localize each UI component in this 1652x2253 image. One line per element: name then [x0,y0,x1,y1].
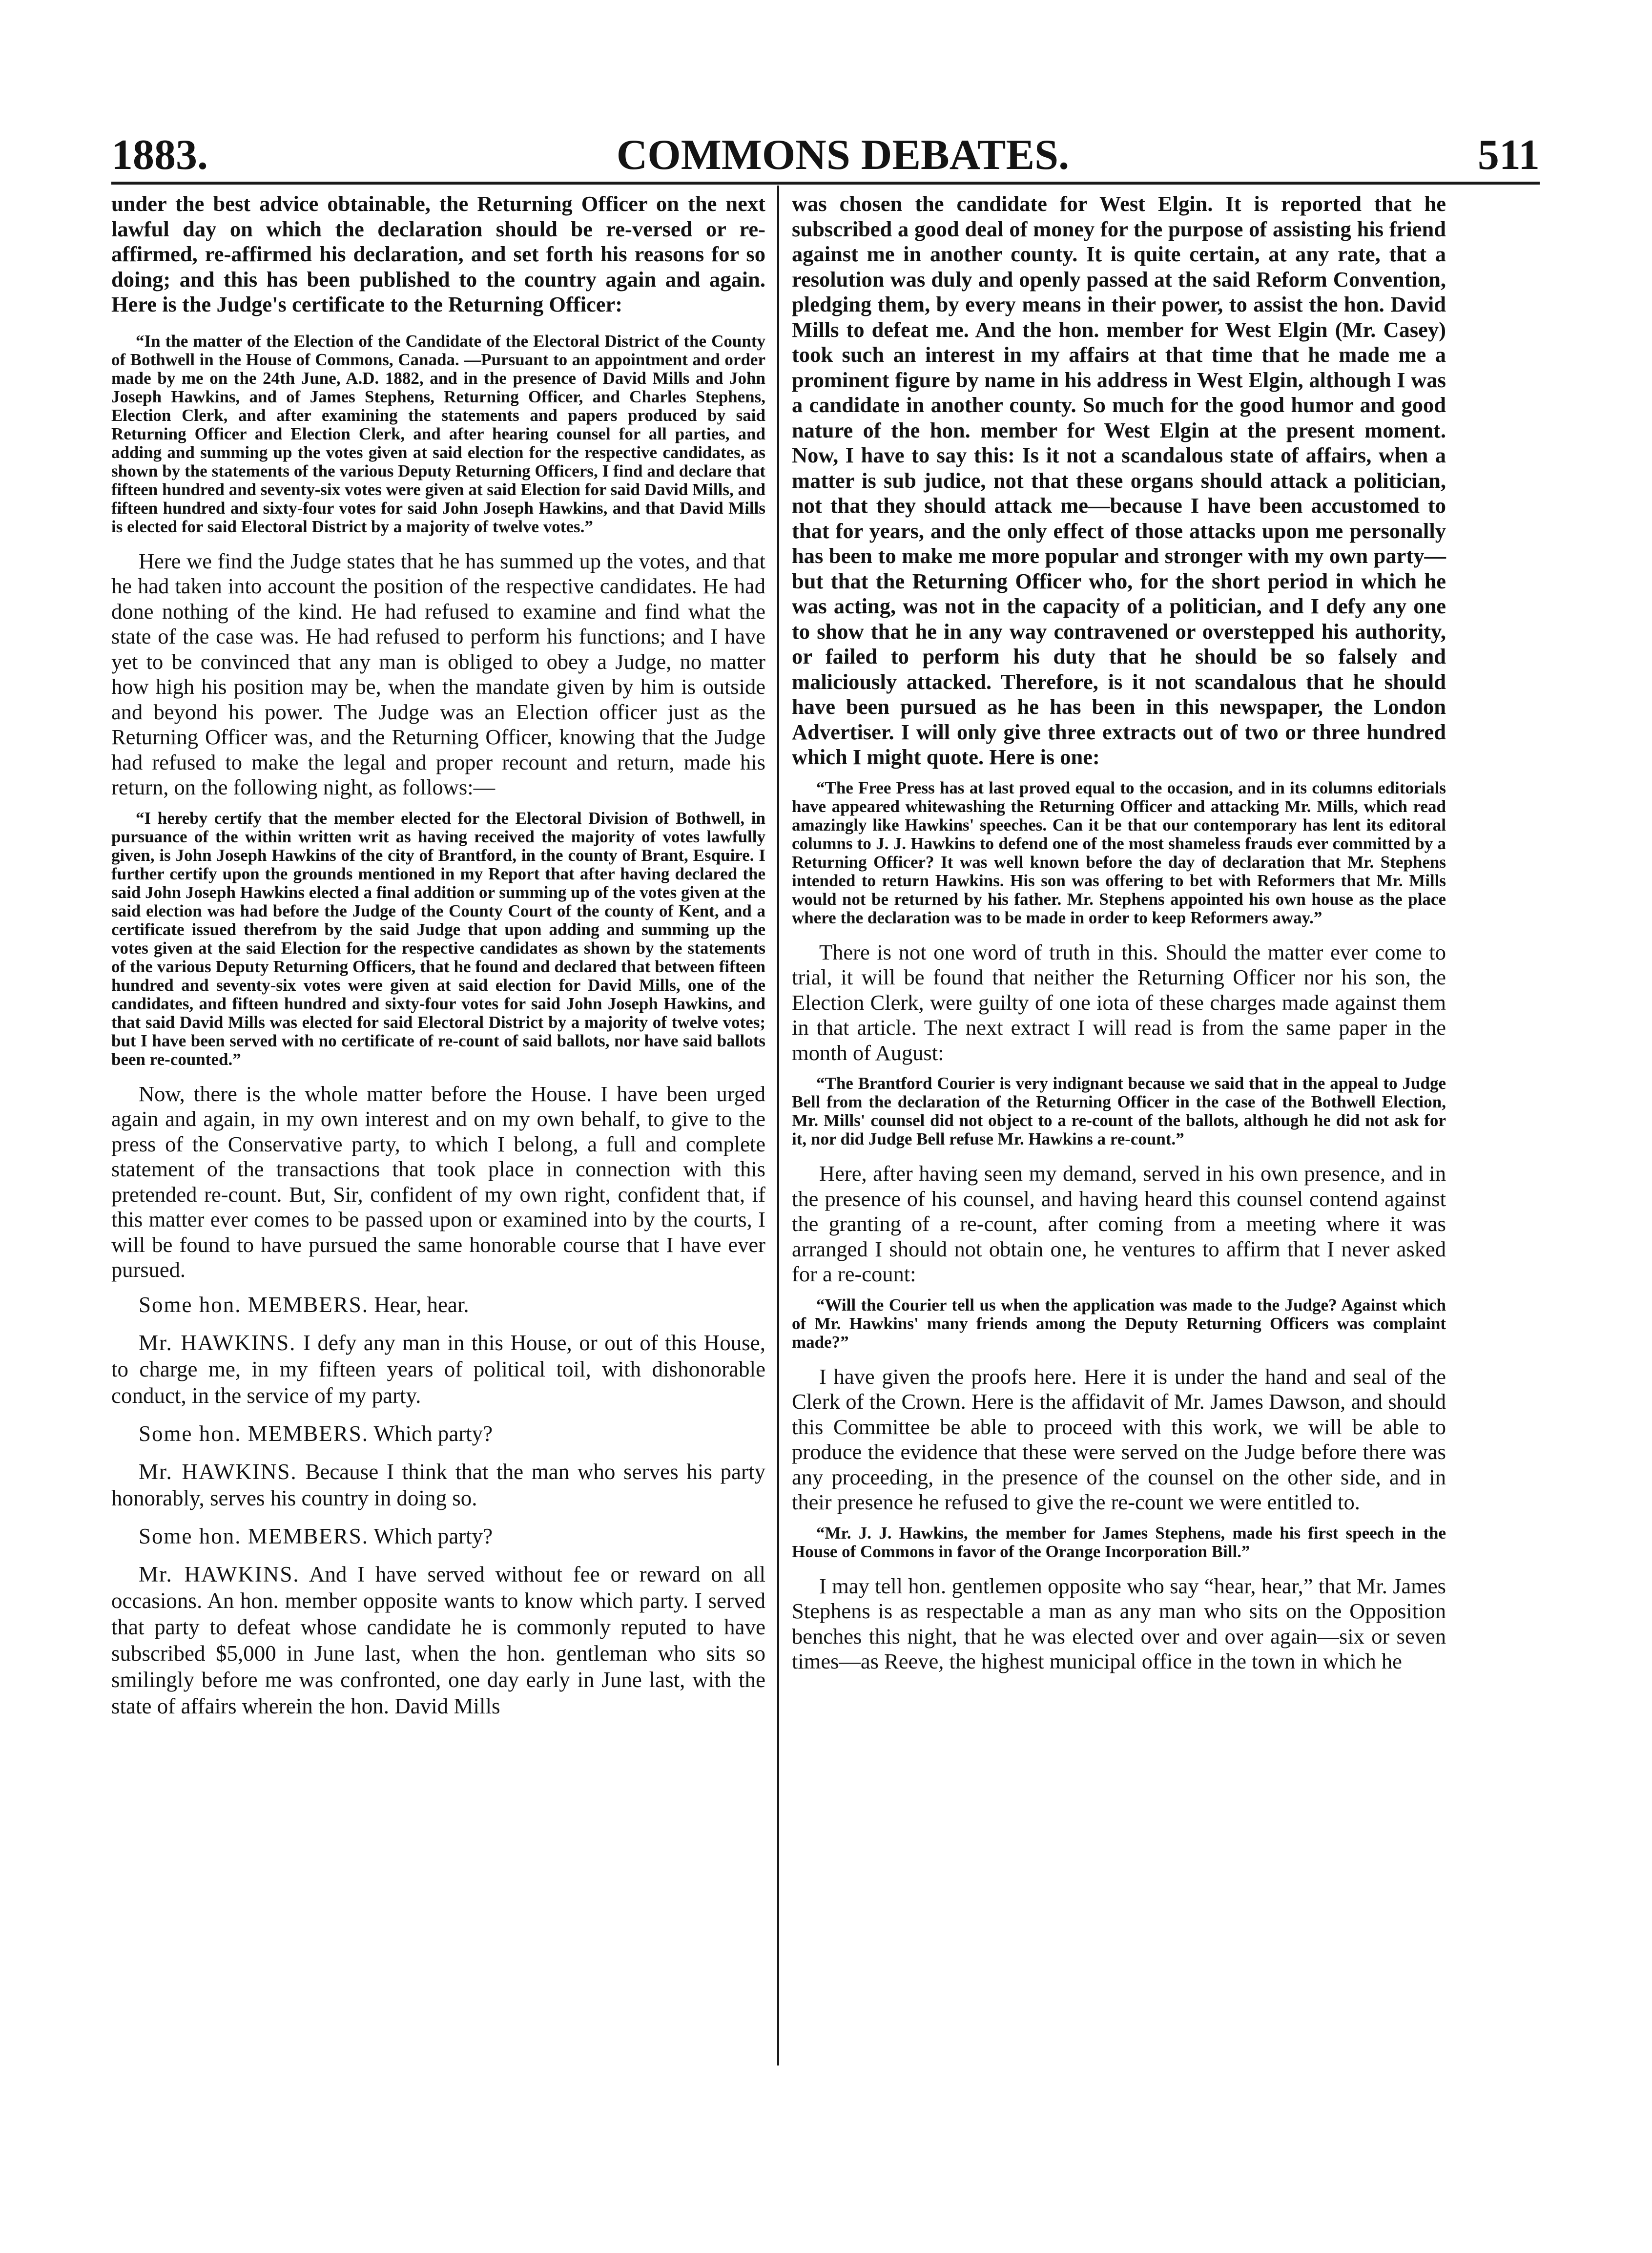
quoted-extract: “I hereby certify that the member elected for the Electoral Division of Bothwell, in pursuance of the within written writ as having received the majority of votes lawfully given, is John Joseph Hawkins of the city of Brantford, in the county of Brant, Esquire. I further certify upon the grounds mentioned in my Report that after having declared the said John Joseph Hawkins elected a final addition or summing up of the votes given at the said election was had before the Judge of the County Court of the county of Kent, and a certificate issued therefrom by the said Judge that upon adding and summing up the votes given at the said Election for the respective candidates as shown by the statements of the various Deputy Returning Officers, that he found and declared that between fifteen hundred and seventy-six votes were given at said election for David Mills, one of the candidates, and fifteen hundred and sixty-four votes for said John Joseph Hawkins, and that said David Mills was elected for said Electoral District by a majority of twelve votes; but I have been served with no certificate of re-count of said ballots, nor have said ballots been re-counted.” [111,808,765,1069]
header-title: COMMONS DEBATES. [616,131,1070,179]
speech-text: Which party? [373,1523,493,1548]
body-paragraph: Here, after having seen my demand, served in his own presence, and in the presence of his counsel, and having heard this counsel contend against the granting of a re-count, after coming from a meeting where it was arranged I should not obtain one, he ventures to affirm that I never asked for a re-count: [792,1161,1446,1286]
quoted-extract: “In the matter of the Election of the Candidate of the Electoral District of the County of Bothwell in the House of Commons, Canada. —Pursuant to an appointment and order made by me on the 24th June, A.D. 1882, and in the presence of David Mills and John Joseph Hawkins, and of James Stephens, Returning Officer, and Charles Stephens, Election Clerk, and after examining the statements and papers produced by said Returning Officer and Election Clerk, and after hearing counsel for all parties, and adding and summing up the votes given at said election for the respective candidates, as shown by the statements of the various Deputy Returning Officers, I find and declare that fifteen hundred and seventy-six votes were given at said Election for said David Mills, and fifteen hundred and sixty-four votes for said John Joseph Hawkins, and that David Mills is elected for said Electoral District by a majority of twelve votes.” [111,331,765,536]
speaker-name: Some hon. MEMBERS. [139,1523,369,1548]
speech-paragraph [111,1561,765,1719]
quoted-extract: “The Brantford Courier is very indignant because we said that in the appeal to Judge Bell from the declaration of the Returning Officer in the case of the Bothwell Election, Mr. Mills' counsel did not object to a re-count of the ballots, although he did not ask for it, nor did Judge Bell refuse Mr. Hawkins a re-count.” [792,1074,1446,1148]
body-paragraph: Now, there is the whole matter before the House. I have been urged again and again, in my own interest and on my own behalf, to give to the press of the Conservative party, to which I belong, a full and complete statement of the transactions that took place in connection with this pretended re-count. But, Sir, confident of my own right, confident that, if this matter ever comes to be passed upon or examined into by the courts, I will be found to have pursued the same honorable course that I have ever pursued. [111,1081,765,1282]
quoted-extract: “The Free Press has at last proved equal to the occasion, and in its columns editorials have appeared whitewashing the Returning Officer and attacking Mr. Mills, which read amazingly like Hawkins' speeches. Can it be that our contemporary has lent its editoral columns to J. J. Hawkins to defend one of the most shameless frauds ever committed by a Returning Officer? It was well known before the day of declaration that Mr. Stephens intended to return Hawkins. His son was offering to bet with Reformers that Mr. Mills would not be returned by his father. Mr. Stephens appointed his own house as the place where the declaration was to be made in order to keep Reformers away.” [792,778,1446,927]
speech-text: I defy any man in this House, or out of this House, to charge me, in my fifteen years of political toil, with dishonorable conduct, in the service of my party. [111,1330,766,1408]
left-column [111,191,765,1731]
speech-paragraph [111,1330,765,1409]
speaker-name: Mr. HAWKINS. [139,1562,300,1586]
column-divider [777,186,779,2065]
header-page-number: 511 [1477,131,1540,179]
speech-paragraph [111,1523,765,1549]
body-paragraph: Here we find the Judge states that he has summed up the votes, and that he had taken into account the position of the respective candidates. He had done nothing of the kind. He had refused to examine and find what the state of the case was. He had refused to perform his functions; and I have yet to be convinced that any man is obliged to obey a Judge, no matter how high his position may be, when the mandate given by him is outside and beyond his power. The Judge was an Election officer just as the Returning Officer was, and the Returning Officer, knowing that the Judge had refused to make the legal and proper recount and return, made his return, on the following night, as follows:— [111,548,765,799]
page-header [111,113,1540,177]
right-column [792,191,1446,1683]
speech-text: Which party? [373,1421,493,1446]
speaker-name: Mr. HAWKINS. [139,1459,297,1484]
speech-text: And I have served without fee or reward on all occasions. An hon. member opposite wants to know which party. I served that party to defeat whose candidate he is commonly reputed to have subscribed $5,000 in June last, when the hon. gentleman who sits so smilingly before me was confronted, one day early in June last, with the state of affairs wherein the hon. David Mills [111,1562,766,1718]
continued-paragraph: was chosen the candidate for West Elgin. It is reported that he subscribed a good deal of money for the purpose of assisting his friend against me in another county. It is quite certain, at any rate, that a resolution was duly and openly passed at the said Reform Convention, pledging them, by every means in their power, to assist the hon. David Mills to defeat me. And the hon. member for West Elgin (Mr. Casey) took such an interest in my affairs at that time that he made me a prominent figure by name in his address in West Elgin, although I was a candidate in another county. So much for the good humor and good nature of the hon. member for West Elgin at the present moment. Now, I have to say this: Is it not a scandalous state of affairs, when a matter is sub judice, not that these organs should attack a politician, not that they should attack me—because I have been accustomed to that for years, and the only effect of those attacks upon me personally has been to make me more popular and stronger with my own party—but that the Returning Officer who, for the short period in which he was acting, was not in the capacity of a politician, and I defy any one to show that he in any way contravened or overstepped his authority, or failed to perform his duty that he should be so falsely and maliciously attacked. Therefore, is it not scandalous that he should have been pursued as he has been in this newspaper, the London Advertiser. I will only give three extracts out of two or three hundred which I might quote. Here is one: [792,191,1446,769]
speaker-name: Some hon. MEMBERS. [139,1292,369,1317]
speaker-name: Mr. HAWKINS. [139,1330,296,1355]
speech-text: Because I think that the man who serves his party honorably, serves his country in doing so. [111,1459,766,1510]
continued-paragraph: under the best advice obtainable, the Returning Officer on the next lawful day on which the declaration should be re-versed or re-affirmed, re-affirmed his declaration, and set forth his reasons for so doing; and this has been published to the country again and again. Here is the Judge's certificate to the Returning Officer: [111,191,765,316]
body-paragraph: There is not one word of truth in this. Should the matter ever come to trial, it will be found that neither the Returning Officer nor his son, the Election Clerk, were guilty of one iota of these charges made against them in that article. The next extract I will read is from the same paper in the month of August: [792,939,1446,1065]
speech-text: Hear, hear. [374,1292,469,1317]
quoted-extract: “Will the Courier tell us when the application was made to the Judge? Against which of Mr. Hawkins' many friends among the Deputy Returning Officers was complaint made?” [792,1295,1446,1352]
quoted-extract: “Mr. J. J. Hawkins, the member for James Stephens, made his first speech in the House of Commons in favor of the Orange Incorporation Bill.” [792,1523,1446,1561]
speech-paragraph [111,1420,765,1447]
speech-paragraph [111,1459,765,1511]
speaker-name: Some hon. MEMBERS. [139,1421,369,1446]
body-paragraph: I have given the proofs here. Here it is under the hand and seal of the Clerk of the Crown. Here is the affidavit of Mr. James Dawson, and should this Committee be able to proceed with this work, we will be able to produce the evidence that these were served on the Judge before there was any proceeding, in the presence of the counsel on the other side, and in their presence he refused to give the re-count we were entitled to. [792,1364,1446,1514]
body-paragraph: I may tell hon. gentlemen opposite who say “hear, hear,” that Mr. James Stephens is as respectable a man as any man who sits on the Opposition benches this night, that he was elected over and over again—six or seven times—as Reeve, the highest municipal office in the town in which he [792,1573,1446,1673]
header-rule [111,182,1540,185]
header-year: 1883. [111,131,208,179]
speech-paragraph [111,1292,765,1318]
